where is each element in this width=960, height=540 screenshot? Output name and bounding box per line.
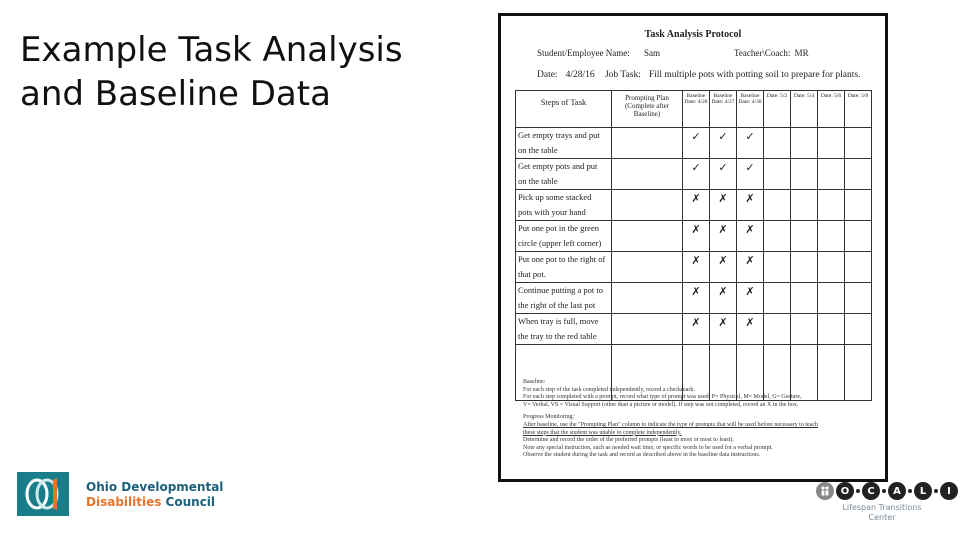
date-task-row: [537, 70, 868, 80]
slide-title: [20, 28, 460, 116]
progress-note: Note any special instruction, such as needed wait time, or specific words to be used for a verbal prompt.: [523, 444, 773, 451]
mark-cell: ✗: [737, 283, 764, 314]
column-header: Date: 5/4: [791, 91, 818, 128]
mark-cell: ✗: [710, 314, 737, 345]
mark-cell: ✗: [683, 221, 710, 252]
column-header: Date: 5/8: [845, 91, 872, 128]
job-task-value: Fill multiple pots with potting soil to prepare for plants.: [648, 70, 861, 80]
table-row: [516, 128, 872, 159]
table-row: [516, 190, 872, 221]
mark-cell: ✗: [737, 190, 764, 221]
progress-heading: Progress Monitoring:: [523, 414, 575, 421]
ocali-subtitle: Lifespan Transitions Center: [842, 503, 922, 522]
odd-logo-icon: [17, 472, 69, 516]
ocali-letter: I: [940, 482, 958, 500]
prompting-plan-cell: [612, 221, 683, 252]
column-header: Prompting Plan (Complete after Baseline): [612, 91, 683, 128]
slide-title-line1: Example Task Analysis: [20, 30, 403, 70]
progress-note: Determine and record the order of the preferred prompts (least to most or most to least).: [523, 437, 734, 444]
mark-cell: ✗: [737, 314, 764, 345]
column-header: Baseline Date: 4/27: [710, 91, 737, 128]
teacher-value: MR: [794, 48, 809, 58]
prompting-plan-cell: [612, 252, 683, 283]
mark-cell: ✗: [710, 252, 737, 283]
table-row: [516, 221, 872, 252]
step-cell: When tray is full, move the tray to the red table: [516, 314, 612, 345]
baseline-note: V= Verbal, VS = Visual Support (other than a picture or model). If step was not completed, record an X in the box.: [523, 401, 799, 408]
progress-note: these steps that the student was unable to complete independently.: [523, 429, 682, 436]
prompting-plan-cell: [612, 128, 683, 159]
baseline-note: For each step completed with a prompt, record what type of prompt was used: P= Physical, M= Model, G= Gesture,: [523, 394, 802, 401]
prompting-plan-cell: [612, 159, 683, 190]
table-row: [516, 283, 872, 314]
step-cell: Put one pot in the green circle (upper left corner): [516, 221, 612, 252]
mark-cell: ✓: [710, 128, 737, 159]
teacher-label: Teacher\Coach:: [734, 48, 791, 58]
step-cell: Pick up some stacked pots with your hand: [516, 190, 612, 221]
date-value: 4/28/16: [565, 70, 595, 80]
baseline-heading: Baseline:: [523, 379, 546, 385]
student-value: Sam: [643, 48, 660, 58]
ocali-people-icon: [816, 482, 834, 500]
prompting-plan-cell: [612, 283, 683, 314]
job-task-label: Job Task:: [604, 70, 641, 80]
prompting-plan-cell: [612, 314, 683, 345]
column-header: Steps of Task: [516, 91, 612, 128]
instructions-notes: [523, 379, 873, 460]
column-header: Date: 5/2: [764, 91, 791, 128]
table-row: [516, 159, 872, 190]
task-analysis-table: [515, 90, 872, 401]
step-cell: Put one pot to the right of that pot.: [516, 252, 612, 283]
table-row: [516, 314, 872, 345]
mark-cell: ✓: [710, 159, 737, 190]
ocali-letter: L: [914, 482, 932, 500]
mark-cell: ✓: [683, 159, 710, 190]
teacher-field: [734, 48, 809, 58]
ocali-letter: O: [836, 482, 854, 500]
mark-cell: ✗: [737, 252, 764, 283]
mark-cell: ✗: [710, 190, 737, 221]
step-cell: Continue putting a pot to the right of the last pot: [516, 283, 612, 314]
baseline-note: For each step of the task completed independently, record a checkmark.: [523, 386, 695, 393]
slide-title-line2: and Baseline Data: [20, 74, 331, 114]
progress-note: Observe the student during the task and record as described above in the baseline data instructions.: [523, 452, 761, 459]
table-header-row: [516, 91, 872, 128]
ocali-wordmark: [816, 481, 960, 501]
mark-cell: ✗: [683, 283, 710, 314]
mark-cell: ✗: [683, 190, 710, 221]
mark-cell: ✓: [737, 159, 764, 190]
progress-note: After baseline, use the "Prompting Plan" column to indicate the type of prompts that will be used before necessary to teach: [523, 421, 818, 428]
mark-cell: ✓: [737, 128, 764, 159]
mark-cell: ✗: [710, 221, 737, 252]
ocali-letter: C: [862, 482, 880, 500]
ocali-letter: A: [888, 482, 906, 500]
task-analysis-document: [498, 13, 888, 482]
document-title: Task Analysis Protocol: [644, 29, 742, 40]
column-header: Baseline Date: 4/30: [737, 91, 764, 128]
prompting-plan-cell: [612, 190, 683, 221]
column-header: Date: 5/6: [818, 91, 845, 128]
mark-cell: ✗: [737, 221, 764, 252]
date-label: Date:: [537, 70, 558, 80]
student-label: Student/Employee Name:: [537, 48, 630, 58]
odd-logo-text: Ohio Developmental Disabilities Council: [86, 480, 224, 509]
mark-cell: ✗: [683, 314, 710, 345]
step-cell: Get empty pots and put on the table: [516, 159, 612, 190]
mark-cell: ✓: [683, 128, 710, 159]
table-row: [516, 252, 872, 283]
mark-cell: ✗: [683, 252, 710, 283]
ocali-logo: [816, 481, 951, 531]
student-field: [537, 48, 660, 58]
mark-cell: ✗: [710, 283, 737, 314]
column-header: Baseline Date: 4/28: [683, 91, 710, 128]
step-cell: Get empty trays and put on the table: [516, 128, 612, 159]
